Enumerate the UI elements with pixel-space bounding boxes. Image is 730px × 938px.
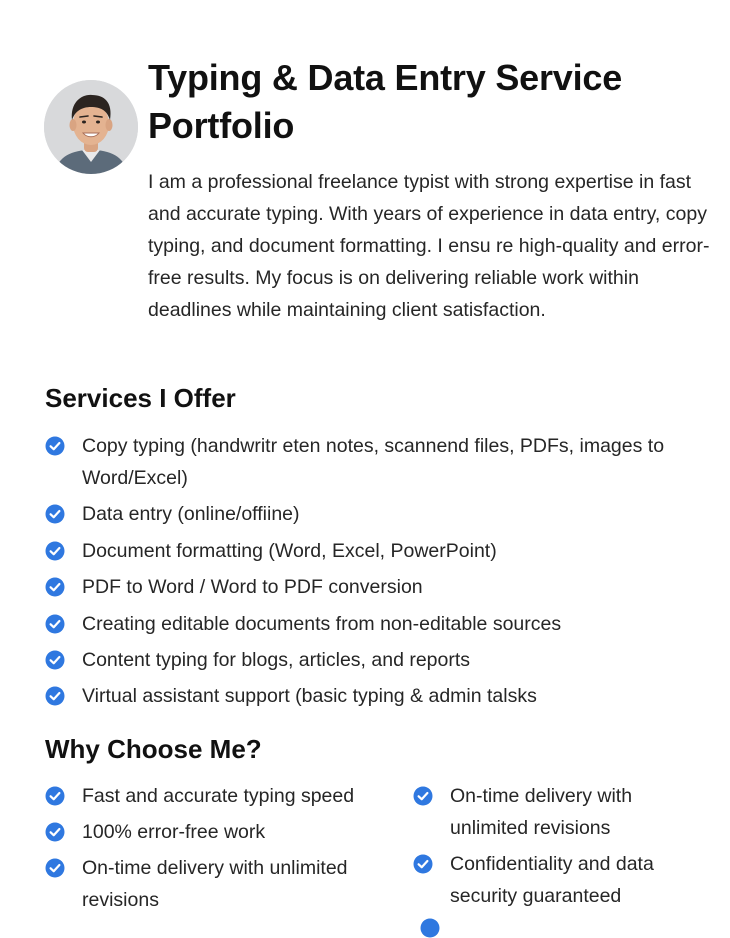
why-item bbox=[45, 852, 405, 916]
check-circle-icon bbox=[413, 786, 433, 806]
profile-photo bbox=[44, 80, 138, 174]
service-item bbox=[45, 608, 695, 640]
profile-avatar bbox=[44, 80, 138, 174]
service-item bbox=[45, 680, 695, 712]
why-item-label: 100% error-free work bbox=[82, 821, 266, 843]
service-item-label: Content typing for blogs, articles, and reports bbox=[82, 648, 471, 671]
check-circle-icon bbox=[45, 686, 65, 706]
check-circle-icon bbox=[45, 650, 65, 670]
service-item-label: PDF to Word / Word to PDF conversion bbox=[82, 576, 423, 599]
why-list-left bbox=[45, 780, 405, 920]
service-item bbox=[45, 535, 695, 567]
service-item bbox=[45, 498, 695, 530]
check-circle-icon bbox=[45, 577, 65, 597]
service-item bbox=[45, 571, 695, 603]
intro-paragraph: I am a professional freelance typist with strong expertise in fast and accurate typing. With years of experience in data entry, copy typing, and document formatting. I ensu re high-quality and error-free results. My focus is on delivering reliable work within deadlines while maintaining client satisfaction. bbox=[148, 171, 710, 321]
service-item bbox=[45, 644, 695, 676]
why-item-label: On-time delivery with unlimited revisions bbox=[450, 785, 633, 839]
service-item-label: Virtual assistant support (basic typing & admin talsks bbox=[82, 685, 537, 708]
page-title: Typing & Data Entry Service Portfolio bbox=[148, 57, 623, 146]
check-circle-icon bbox=[413, 854, 433, 874]
why-item-label: Fast and accurate typing speed bbox=[82, 785, 355, 807]
check-circle-icon bbox=[45, 436, 65, 456]
check-circle-icon bbox=[45, 614, 65, 634]
service-item bbox=[45, 430, 695, 494]
services-list bbox=[45, 430, 695, 717]
why-item bbox=[413, 848, 713, 912]
check-circle-icon bbox=[420, 918, 440, 938]
check-circle-icon bbox=[45, 858, 65, 878]
service-item-label: Document formatting (Word, Excel, PowerPoint) bbox=[82, 539, 497, 562]
service-item-label: Data entry (online/offiine) bbox=[82, 503, 300, 526]
check-circle-icon bbox=[45, 822, 65, 842]
service-item-label: Copy typing (handwritr eten notes, scannend files, PDFs, images to Word/Excel) bbox=[82, 435, 665, 489]
why-item bbox=[45, 780, 405, 812]
why-item-label: On-time delivery with unlimited revisions bbox=[82, 857, 348, 911]
check-circle-icon bbox=[45, 786, 65, 806]
service-item-label: Creating editable documents from non-editable sources bbox=[82, 612, 562, 635]
why-item bbox=[45, 816, 405, 848]
why-list-right bbox=[413, 780, 713, 916]
check-circle-icon bbox=[45, 504, 65, 524]
why-item bbox=[413, 780, 713, 844]
check-circle-icon bbox=[45, 541, 65, 561]
services-heading: Services I Offer bbox=[45, 383, 236, 413]
why-choose-heading: Why Choose Me? bbox=[45, 734, 262, 764]
why-item-label: Confidentiality and data security guaranteed bbox=[450, 853, 654, 907]
